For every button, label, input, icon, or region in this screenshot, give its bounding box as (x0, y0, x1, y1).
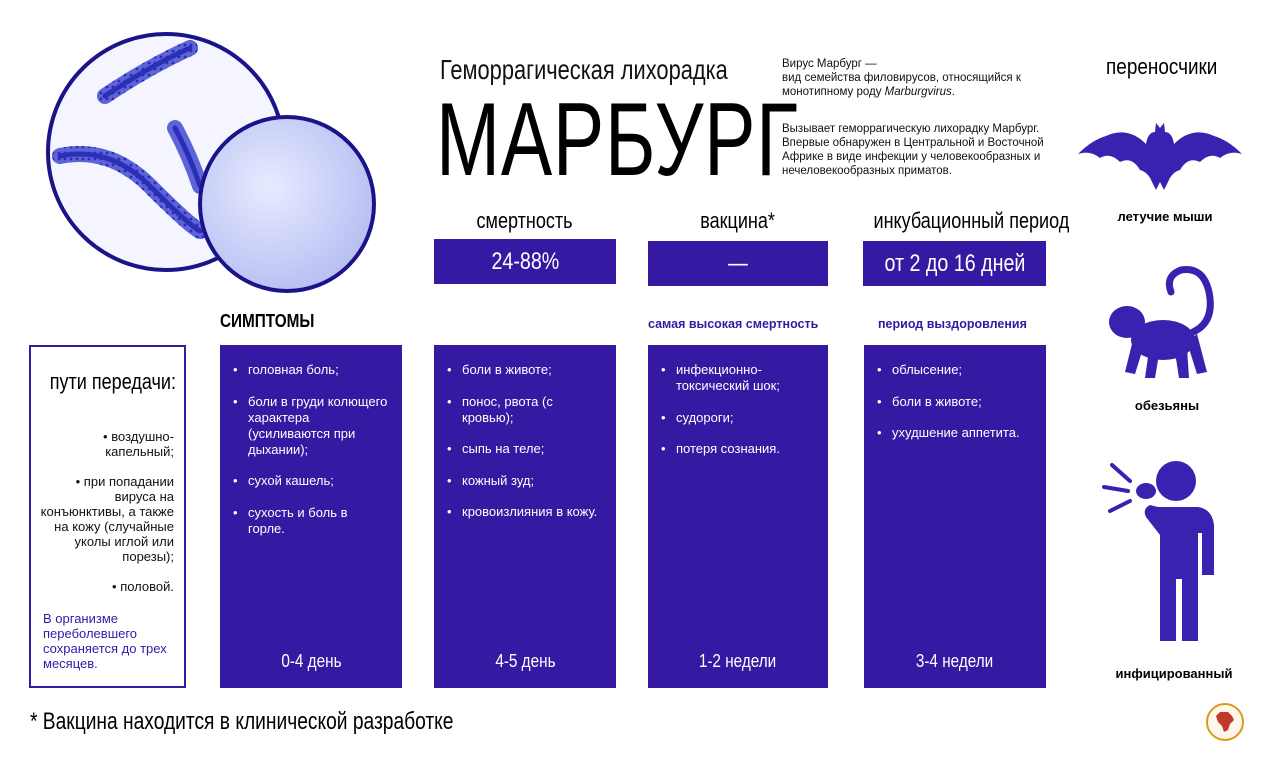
list-item: • сыпь на теле; (462, 441, 602, 457)
carrier-label-infected: инфицированный (1115, 666, 1233, 681)
list-item: • инфекционно-токсический шок; (676, 362, 814, 394)
list-item: • сухость и боль в горле. (248, 505, 388, 537)
list-item: • при попадании вируса на конъюнктивы, а также на кожу (случайные уколы иглой или порезы); (39, 474, 174, 564)
list-item: • понос, рвота (с кровью); (462, 394, 602, 426)
transmission-box (29, 345, 186, 688)
list-item: • боли в животе; (892, 394, 1032, 410)
bat-icon (1076, 122, 1244, 192)
list-item: • головная боль; (248, 362, 388, 378)
mortality-label: смертность (476, 208, 574, 233)
list-item: • сухой кашель; (248, 473, 388, 489)
incubation-label: инкубационный период (873, 208, 1070, 233)
list-item: • ухудшение аппетита. (892, 425, 1032, 441)
coughing-person-icon (1098, 455, 1222, 645)
list-item: • половой. (39, 579, 174, 594)
list-item: • потеря сознания. (676, 441, 814, 457)
list-item: • боли в животе; (462, 362, 602, 378)
stage-column-2 (434, 345, 616, 688)
stage-duration: 3-4 недели (916, 651, 994, 671)
list-item: • судороги; (676, 410, 814, 426)
stage-duration: 1-2 недели (699, 651, 777, 671)
symptoms-title: СИМПТОМЫ (220, 311, 315, 331)
carriers-title: переносчики (1106, 54, 1218, 79)
mortality-value: 24-88% (434, 239, 616, 284)
transmission-title: пути передачи: (49, 369, 176, 394)
incubation-value: от 2 до 16 дней (863, 241, 1046, 286)
list-item: • облысение; (892, 362, 1032, 378)
stage-column-4 (864, 345, 1046, 688)
africa-logo-icon (1206, 703, 1244, 741)
transmission-note: В организме переболевшего сохраняется до трех месяцев. (43, 611, 167, 671)
description-virus: Вирус Марбург — вид семейства филовирусов, относящийся к монотипному роду Marburgvirus. (782, 58, 1021, 98)
list-item: • кровоизлияния в кожу. (462, 504, 602, 520)
highest-mortality-note: самая высокая смертность (648, 317, 819, 331)
vaccine-label: вакцина* (700, 208, 776, 233)
list-item: • боли в груди колющего характера (усиливаются при дыхании); (248, 394, 388, 458)
list-item: • кожный зуд; (462, 473, 602, 489)
stage-duration: 0-4 день (280, 651, 342, 671)
page-subtitle: Геморрагическая лихорадка (440, 54, 728, 85)
transmission-list (39, 429, 174, 609)
footnote: * Вакцина находится в клинической разработке (30, 708, 454, 735)
description-disease: Вызывает геморрагическую лихорадку Марбург. Впервые обнаружен в Центральной и Восточной Африке в виде инфекции у человекообразных и нечеловекообразных приматов. (782, 123, 1044, 177)
stage-duration: 4-5 день (494, 651, 556, 671)
virus-closeup-icon (198, 115, 376, 293)
recovery-period-note: период выздоровления (878, 317, 1027, 331)
monkey-icon (1105, 262, 1225, 382)
stage-column-3 (648, 345, 828, 688)
vaccine-value: — (648, 241, 828, 286)
carrier-label-bats: летучие мыши (1117, 209, 1213, 224)
page-title: МАРБУРГ (436, 82, 799, 198)
list-item: • воздушно-капельный; (39, 429, 174, 459)
carrier-label-monkeys: обезьяны (1134, 398, 1200, 413)
stage-column-1 (220, 345, 402, 688)
